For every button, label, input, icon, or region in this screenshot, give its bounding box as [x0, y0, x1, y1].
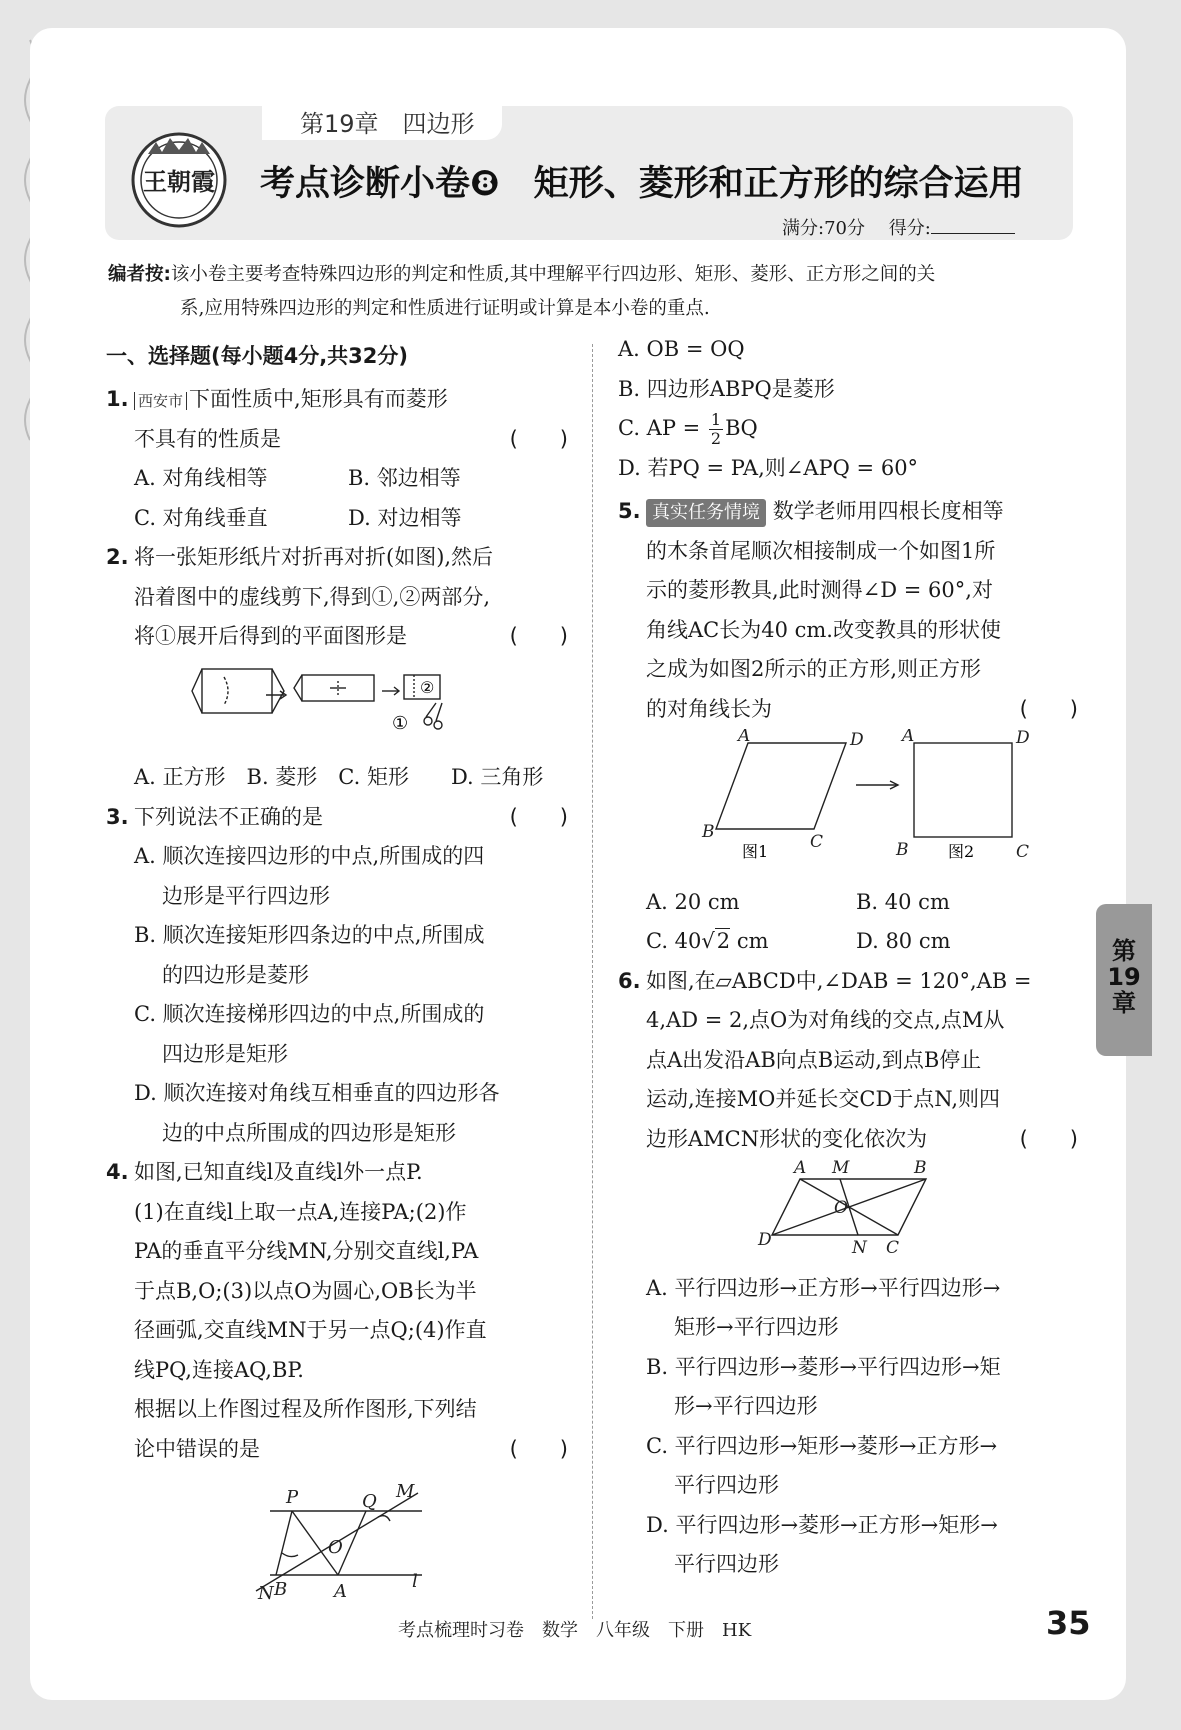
option-a[interactable]: A. 对角线相等 [134, 466, 268, 490]
option-b[interactable]: B. 四边形ABPQ是菱形 [618, 376, 835, 401]
quiz-title: 考点诊断小卷❽ [260, 164, 500, 204]
editor-note-line2: 系,应用特殊四边形的判定和性质进行证明或计算是本小卷的重点. [180, 298, 710, 319]
editor-note-line1: 该小卷主要考查特殊四边形的判定和性质,其中理解平行四边形、矩形、菱形、正方形之间的关 [170, 264, 936, 285]
svg-text:A: A [794, 1159, 807, 1178]
question-6: 6. 如图,在▱ABCD中,∠DAB = 120°,AB = 4,AD = 2,点O为对角线的交点,点M从 点A出发沿AB向点B运动,到点B停止 运动,连接MO并延长交CD于点N,则四 边形AMCN形状的变化依次为 ( ) A M B O D N C A. 平行四边形→正方形→平行四边形→ 矩形→平行四边形 B. 平行四边形→菱形→平行四边形→矩 形→平行四边形 C. 平行四边形→矩形→菱形→正方形→ 平行四边形 D. 平行四边形→菱形→正方形→矩形→ 平行四边形 [618, 968, 1078, 1576]
svg-text:Q: Q [362, 1491, 377, 1512]
question-4-options [618, 330, 1078, 488]
publisher-logo-icon [128, 128, 230, 230]
fig-1-caption: 图1 [742, 842, 769, 861]
option-b[interactable]: B. 顺次连接矩形四条边的中点,所围成 [134, 923, 485, 947]
svg-text:A: A [738, 729, 751, 746]
svg-text:B: B [702, 822, 715, 842]
svg-text:D: D [1016, 729, 1030, 748]
question-5: 5. 真实任务情境 数学老师用四根长度相等 的木条首尾顺次相接制成一个如图1所 示的菱形教具,此时测得∠D = 60°,对 角线AC长为40 cm.改变教具的形状使 之成为如图2所示的正方形,则正方形 的对角线长为 ( ) A D B C A D B C 图1 图2 A. 20 cm B. 40 cm C. 40√2 cm D. 80 cm [618, 492, 1078, 962]
svg-text:l: l [412, 1571, 418, 1592]
option-d[interactable]: D. 平行四边形→菱形→正方形→矩形→ [646, 1512, 998, 1537]
svg-text:A: A [902, 729, 915, 746]
svg-text:P: P [286, 1487, 299, 1508]
svg-text:M: M [832, 1159, 850, 1178]
column-divider [592, 344, 593, 1619]
scenario-tag: 真实任务情境 [646, 499, 766, 527]
fig-2-caption: 图2 [948, 842, 975, 861]
svg-text:D: D [758, 1230, 772, 1250]
right-column [618, 337, 1078, 1585]
option-a[interactable]: A. 顺次连接四边形的中点,所围成的四 [134, 844, 485, 868]
editor-note [108, 258, 1076, 326]
answer-paren[interactable]: ( ) [1019, 696, 1078, 721]
quiz-subtitle: 矩形、菱形和正方形的综合运用 [533, 164, 1024, 204]
answer-paren[interactable]: ( ) [509, 426, 568, 451]
fig-label-1: ① [392, 712, 409, 734]
question-2: 2. 将一张矩形纸片对折再对折(如图),然后 沿着图中的虚线剪下,得到①,②两部分, 将①展开后得到的平面图形是 ( ) ① ② A. 正方形 B. 菱形 C. 矩形 D. 三角形 [106, 538, 568, 798]
score-line [782, 214, 1015, 240]
option-c[interactable]: C. AP = $\frac{1}{2}$ BQ [618, 410, 758, 448]
question-3: 3. 下列说法不正确的是 ( ) A. 顺次连接四边形的中点,所围成的四 边形是平行四边形 B. 顺次连接矩形四条边的中点,所围成 的四边形是菱形 C. 顺次连接梯形四边的中点,所围成的 四边形是矩形 D. 顺次连接对角线互相垂直的四边形各 边的中点所围成的四边形是矩形 [106, 798, 568, 1154]
answer-paren[interactable]: ( ) [1019, 1126, 1078, 1151]
full-score: 满分:70分 [782, 218, 865, 239]
main-title [260, 156, 1024, 206]
svg-text:N: N [852, 1238, 867, 1255]
page-number: 35 [1046, 1604, 1091, 1642]
q2-options[interactable]: A. 正方形 B. 菱形 C. 矩形 D. 三角形 [134, 765, 544, 789]
paper-folding-figure [106, 663, 568, 739]
parallelogram-figure [618, 1159, 1078, 1255]
option-d[interactable]: D. 若PQ = PA,则∠APQ = 60° [618, 455, 919, 480]
editor-note-label: 编者按: [108, 264, 171, 285]
question-1: 1. 西安市 下面性质中,矩形具有而菱形 不具有的性质是 ( ) A. 对角线相等 B. 邻边相等 C. 对角线垂直 D. 对边相等 [106, 380, 568, 538]
option-d[interactable]: D. 80 cm [856, 929, 951, 953]
score-label: 得分: [888, 218, 931, 239]
option-c[interactable]: C. 顺次连接梯形四边的中点,所围成的 [134, 1002, 485, 1026]
score-field[interactable] [931, 217, 1015, 234]
answer-paren[interactable]: ( ) [509, 804, 568, 829]
rhombus-square-figure [618, 729, 1078, 869]
svg-text:B: B [896, 840, 909, 860]
option-d[interactable]: D. 顺次连接对角线互相垂直的四边形各 [134, 1081, 500, 1105]
footer: 考点梳理时习卷 数学 八年级 下册 HK [398, 1620, 752, 1641]
chapter-side-tab[interactable]: 第 19 章 [1096, 904, 1152, 1056]
option-b[interactable]: B. 邻边相等 [348, 466, 461, 490]
svg-text:C: C [1016, 842, 1030, 862]
option-b[interactable]: B. 平行四边形→菱形→平行四边形→矩 [646, 1354, 1001, 1379]
chapter-title: 第19章 四边形 [300, 110, 475, 138]
option-d[interactable]: D. 对边相等 [348, 505, 462, 530]
option-c[interactable]: C. 平行四边形→矩形→菱形→正方形→ [646, 1433, 998, 1458]
answer-paren[interactable]: ( ) [509, 624, 568, 648]
svg-text:M: M [396, 1483, 415, 1502]
svg-text:B: B [274, 1579, 288, 1600]
question-4: 4. 如图,已知直线l及直线l外一点P. (1)在直线l上取一点A,连接PA;(2)作 PA的垂直平分线MN,分别交直线l,PA 于点B,O;(3)以点O为圆心,OB长为半 径画弧,交直线MN于另一点Q;(4)作直 线PQ,连接AQ,BP. 根据以上作图过程及所作图形,下列结 论中错误的是 ( ) P Q M O N B A l [106, 1153, 568, 1627]
svg-text:C: C [886, 1238, 900, 1255]
svg-text:O: O [328, 1537, 343, 1558]
section-heading: 一、选择题(每小题4分,共32分) [106, 344, 409, 368]
fig-label-2: ② [420, 677, 435, 697]
option-a[interactable]: A. 平行四边形→正方形→平行四边形→ [646, 1275, 1001, 1300]
svg-text:N: N [258, 1583, 274, 1604]
construction-figure [106, 1483, 568, 1613]
svg-text:A: A [334, 1581, 347, 1602]
left-column [106, 340, 568, 1627]
answer-paren[interactable]: ( ) [509, 1436, 568, 1461]
option-a[interactable]: A. OB = OQ [618, 337, 745, 361]
svg-text:O: O [834, 1198, 848, 1218]
svg-text:B: B [914, 1159, 927, 1178]
option-a[interactable]: A. 20 cm [646, 889, 740, 914]
option-b[interactable]: B. 40 cm [856, 889, 950, 914]
option-c[interactable]: C. 40√2 cm [646, 929, 769, 953]
logo-text: 王朝霞 [143, 167, 215, 196]
svg-text:D: D [850, 730, 864, 750]
option-c[interactable]: C. 对角线垂直 [134, 505, 268, 530]
svg-text:C: C [810, 832, 824, 852]
source-tag: 西安市 [134, 392, 187, 410]
